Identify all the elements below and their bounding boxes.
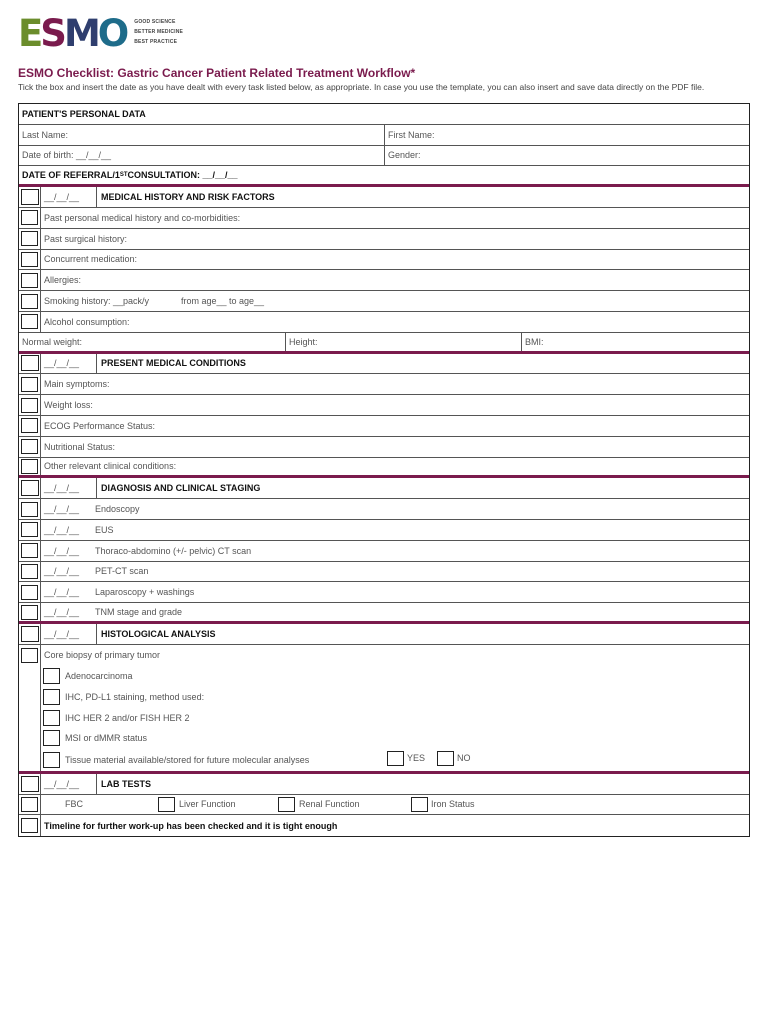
smoking-age-label: from age__ to age__ [181, 296, 265, 307]
referral-row [19, 166, 749, 187]
item-label: PET-CT scan [95, 566, 149, 577]
section-date-field[interactable]: __/__/__ [41, 478, 97, 498]
section-title: DIAGNOSIS AND CLINICAL STAGING [101, 483, 261, 494]
checkbox-cell [19, 603, 41, 621]
item-label: TNM stage and grade [95, 607, 183, 618]
personal-data-heading-row [19, 104, 749, 125]
item-label: Thoraco-abdomino (+/- pelvic) CT scan [95, 545, 252, 556]
checklist-row [19, 416, 749, 437]
checklist-row [19, 562, 749, 583]
item-checkbox[interactable] [21, 418, 38, 433]
item-checkbox[interactable] [21, 314, 38, 329]
checkbox-cell [19, 374, 41, 394]
last-name-field[interactable]: Last Name: [22, 129, 69, 140]
referral-date-field[interactable] [19, 166, 749, 184]
checklist-row [19, 541, 749, 562]
item-checkbox[interactable] [21, 231, 38, 246]
item-checkbox[interactable] [21, 648, 38, 663]
item-date-field[interactable]: __/__/__ [44, 545, 80, 556]
logo-letter: M [63, 12, 98, 55]
item-label: Weight loss: [44, 400, 93, 411]
item-checkbox[interactable] [21, 210, 38, 225]
checkbox-cell [19, 354, 41, 374]
section-title: HISTOLOGICAL ANALYSIS [101, 628, 216, 639]
checklist-row [19, 291, 749, 312]
checklist-row [19, 395, 749, 416]
sub-item-label: MSI or dMMR status [65, 733, 148, 744]
item-date-field[interactable]: __/__/__ [44, 587, 80, 598]
item-label: Allergies: [44, 275, 82, 286]
item-checkbox[interactable] [21, 605, 38, 620]
item-label: EUS [95, 524, 114, 535]
checklist-row [19, 208, 749, 229]
checkbox-cell [19, 250, 41, 270]
medical-history-header [19, 187, 749, 208]
checkbox-cell [19, 815, 41, 836]
lab-liver-checkbox[interactable] [158, 797, 175, 812]
logo-tagline [134, 18, 183, 46]
referral-suffix: CONSULTATION: __/__/__ [127, 170, 238, 181]
checkbox-cell [19, 187, 41, 207]
sub-item-label: IHC HER 2 and/or FISH HER 2 [65, 712, 190, 723]
no-option[interactable] [437, 751, 471, 766]
checklist-row [19, 499, 749, 520]
bmi-field[interactable]: BMI: [521, 333, 749, 351]
sub-item-label: IHC, PD-L1 staining, method used: [65, 691, 205, 702]
first-name-field[interactable]: First Name: [384, 125, 749, 145]
section-checkbox[interactable] [21, 626, 39, 642]
item-checkbox[interactable] [21, 818, 38, 833]
tagline-line: GOOD SCIENCE [134, 19, 176, 25]
item-label: Endoscopy [95, 504, 140, 515]
lab-liver-label: Liver Function [179, 799, 236, 810]
checkbox-cell [19, 229, 41, 249]
lab-iron-checkbox[interactable] [411, 797, 428, 812]
checklist-row [19, 312, 749, 333]
histology-header [19, 624, 749, 645]
checkbox-cell [19, 458, 41, 476]
item-checkbox[interactable] [21, 459, 38, 474]
sub-item-row [41, 707, 749, 728]
logo-wordmark [18, 12, 127, 55]
item-label: Concurrent medication: [44, 254, 138, 265]
present-conditions-header [19, 354, 749, 375]
checkbox-cell [19, 478, 41, 498]
sub-item-row [41, 728, 749, 749]
yes-label: YES [407, 753, 426, 764]
item-label: Nutritional Status: [44, 441, 116, 452]
sub-item-label: Adenocarcinoma [65, 670, 133, 681]
tagline-line: BEST PRACTICE [134, 39, 178, 45]
timeline-label: Timeline for further work-up has been checked and it is tight enough [44, 820, 338, 831]
checkbox-cell [19, 582, 41, 602]
item-checkbox[interactable] [21, 439, 38, 454]
no-checkbox[interactable] [437, 751, 454, 766]
checkbox-cell [19, 312, 41, 332]
checkbox-cell [19, 437, 41, 457]
section-title: PRESENT MEDICAL CONDITIONS [101, 358, 246, 369]
section-checkbox[interactable] [21, 776, 39, 792]
yes-checkbox[interactable] [387, 751, 404, 766]
smoking-label: Smoking history: __pack/y [44, 296, 150, 307]
item-label: Main symptoms: [44, 379, 110, 390]
tagline-line: BETTER MEDICINE [134, 29, 184, 35]
timeline-row [19, 815, 749, 836]
item-label: ECOG Performance Status: [44, 420, 156, 431]
item-label: Other relevant clinical conditions: [44, 461, 177, 472]
checkbox-cell [19, 416, 41, 436]
checklist-row [19, 582, 749, 603]
sub-item-row [41, 749, 749, 771]
item-label: Alcohol consumption: [44, 316, 130, 327]
section-date-field[interactable]: __/__/__ [41, 624, 97, 644]
referral-prefix: DATE OF REFERRAL/1 [22, 170, 120, 181]
personal-data-heading: PATIENT'S PERSONAL DATA [22, 108, 146, 119]
item-checkbox[interactable] [21, 502, 38, 517]
sub-item-checkbox[interactable] [43, 710, 60, 726]
sub-item-checkbox[interactable] [43, 668, 60, 684]
sub-item-row [41, 686, 749, 707]
normal-weight-field[interactable]: Normal weight: [22, 336, 83, 347]
checklist-row [19, 250, 749, 271]
checklist-row [19, 520, 749, 541]
referral-sup: ST [119, 172, 128, 179]
item-label: Laparoscopy + washings [95, 587, 195, 598]
core-biopsy-row [41, 645, 749, 666]
sub-item-checkbox[interactable] [43, 730, 60, 746]
item-checkbox[interactable] [21, 585, 38, 600]
checkbox-cell [19, 562, 41, 582]
sub-item-checkbox[interactable] [43, 752, 60, 768]
item-checkbox[interactable] [21, 273, 38, 288]
section-title: MEDICAL HISTORY AND RISK FACTORS [101, 192, 275, 203]
section-checkbox[interactable] [21, 480, 39, 496]
histology-block [19, 645, 749, 774]
lab-renal-label: Renal Function [299, 799, 360, 810]
checkbox-cell [19, 208, 41, 228]
logo-letter: S [40, 12, 64, 55]
item-checkbox[interactable] [21, 543, 38, 558]
checklist-row [19, 374, 749, 395]
checkbox-cell [19, 270, 41, 290]
histology-items [41, 645, 749, 771]
item-checkbox[interactable] [21, 398, 38, 413]
dob-field[interactable]: Date of birth: __/__/__ [22, 150, 112, 161]
section-date-field[interactable]: __/__/__ [41, 187, 97, 207]
item-date-field[interactable]: __/__/__ [44, 607, 80, 618]
checkbox-cell [19, 645, 41, 771]
diagnosis-header [19, 478, 749, 499]
weight-row [19, 333, 749, 354]
checkbox-cell [19, 291, 41, 311]
checkbox-cell [19, 541, 41, 561]
section-date-field[interactable]: __/__/__ [41, 774, 97, 794]
checklist-form [18, 103, 750, 837]
tissue-label: Tissue material available/stored for future molecular analyses [65, 754, 310, 765]
item-date-field[interactable]: __/__/__ [44, 566, 80, 577]
item-label: Past surgical history: [44, 233, 128, 244]
section-checkbox[interactable] [21, 189, 39, 205]
item-checkbox[interactable] [21, 522, 38, 537]
lab-tests-row [19, 795, 749, 816]
item-checkbox[interactable] [21, 294, 38, 309]
logo-letter: O [97, 12, 127, 55]
dob-row [19, 146, 749, 167]
esmo-logo [18, 12, 184, 55]
section-title: LAB TESTS [101, 778, 152, 789]
checklist-row [19, 458, 749, 479]
checkbox-cell [19, 795, 41, 815]
item-checkbox[interactable] [21, 564, 38, 579]
yes-option[interactable] [387, 751, 425, 766]
no-label: NO [457, 753, 471, 764]
item-checkbox[interactable] [21, 377, 38, 392]
core-biopsy-label: Core biopsy of primary tumor [44, 650, 161, 661]
item-label: Past personal medical history and co-morbidities: [44, 212, 241, 223]
lab-renal-checkbox[interactable] [278, 797, 295, 812]
item-checkbox[interactable] [21, 252, 38, 267]
lab-iron-label: Iron Status [431, 799, 475, 810]
lab-fbc-label: FBC [65, 799, 83, 810]
sub-item-row [41, 666, 749, 687]
intro-text: Tick the box and insert the date as you have dealt with every task listed below, as appropriate. In case you use the template, you can also insert and save data directly on the PDF file. [18, 82, 705, 92]
checkbox-cell [19, 520, 41, 540]
checkbox-cell [19, 774, 41, 794]
checkbox-cell [19, 624, 41, 644]
section-checkbox[interactable] [21, 355, 39, 371]
item-checkbox[interactable] [21, 797, 38, 812]
gender-field[interactable]: Gender: [384, 146, 749, 166]
name-row [19, 125, 749, 146]
checklist-row [19, 229, 749, 250]
checklist-row [19, 270, 749, 291]
checklist-row [19, 603, 749, 624]
page-title: ESMO Checklist: Gastric Cancer Patient Related Treatment Workflow* [18, 66, 416, 80]
item-date-field[interactable]: __/__/__ [44, 524, 80, 535]
height-field[interactable]: Height: [285, 333, 521, 351]
section-date-field[interactable]: __/__/__ [41, 354, 97, 374]
checkbox-cell [19, 395, 41, 415]
logo-letter: E [18, 12, 41, 55]
lab-tests-header [19, 774, 749, 795]
checklist-row [19, 437, 749, 458]
item-date-field[interactable]: __/__/__ [44, 504, 80, 515]
checkbox-cell [19, 499, 41, 519]
sub-item-checkbox[interactable] [43, 689, 60, 705]
